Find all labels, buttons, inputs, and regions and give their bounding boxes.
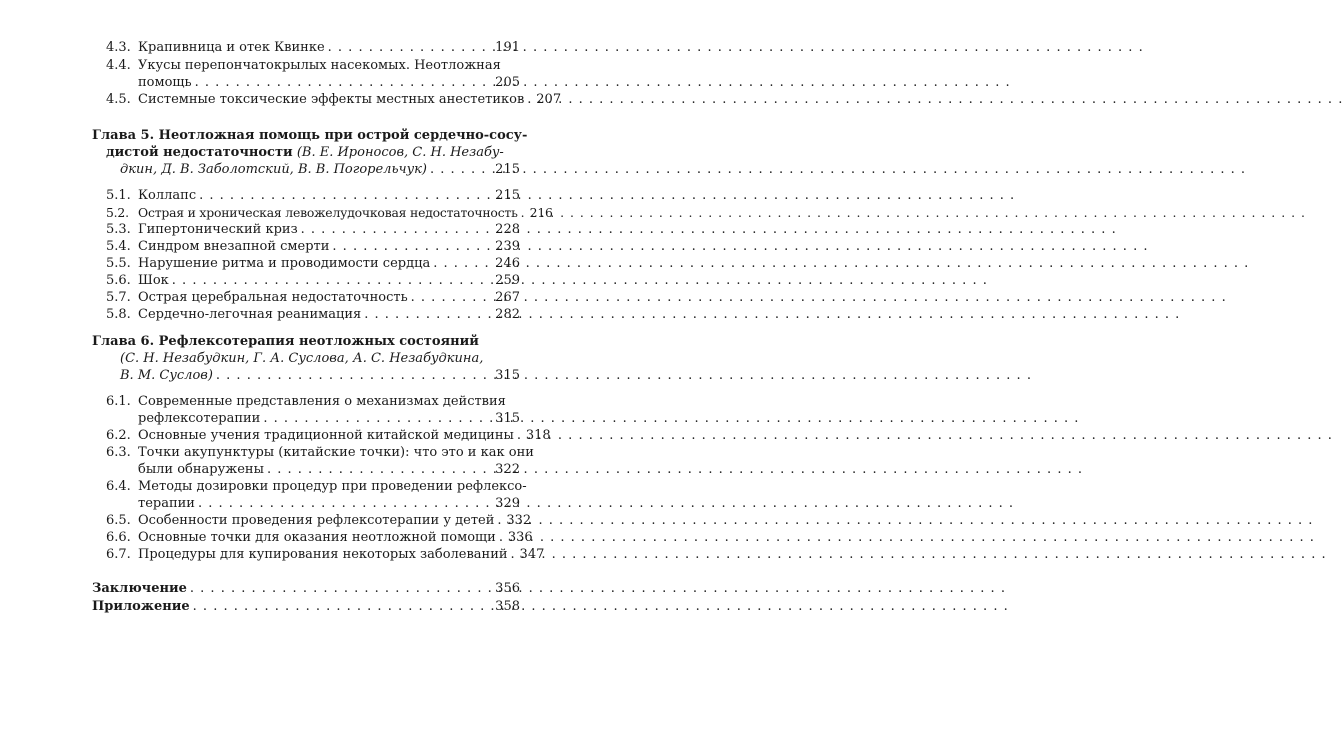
entry-title: Сердечно-легочная реанимация [138, 307, 362, 322]
toc-entry-6-1-cont [138, 411, 520, 426]
entry-number: 6.6. [106, 530, 131, 545]
entry-number: 4.3. [106, 40, 131, 55]
entry-title-cont: терапии [138, 496, 195, 511]
toc-entry-6-3 [106, 445, 534, 460]
dot-leader [216, 368, 492, 383]
entry-title: Заключение [92, 581, 187, 596]
entry-page: 282 [495, 307, 520, 322]
entry-title: Точки акупунктуры (китайские точки): что это и как они [138, 445, 534, 460]
entry-title: Коллапс [138, 188, 197, 203]
entry-page: 239 [495, 239, 520, 254]
entry-page: 336 [507, 530, 533, 545]
entry-number: 6.7. [106, 547, 131, 562]
entry-title: Методы дозировки процедур при проведении рефлексо- [138, 479, 527, 494]
dot-leader [193, 599, 493, 614]
entry-title: Современные представления о механизмах действия [138, 394, 506, 409]
toc-entry-5-8 [106, 307, 520, 322]
entry-number: 5.2. [106, 205, 129, 220]
entry-page: 315 [495, 411, 520, 426]
entry-title: Крапивница и отек Квинке [138, 40, 325, 55]
entry-title: Гипертонический криз [138, 222, 298, 237]
chapter-title-cont: дистой недостаточности [106, 145, 293, 160]
entry-number: 5.1. [106, 188, 131, 203]
entry-title: Укусы перепончатокрылых насекомых. Неотложная [138, 58, 501, 73]
entry-number: 6.3. [106, 445, 131, 460]
entry-number: 6.4. [106, 479, 131, 494]
toc-entry-conclusion [92, 581, 520, 596]
entry-title: Нарушение ритма и проводимости сердца [138, 256, 431, 271]
chapter-authors: (С. Н. Незабудкин, Г. А. Суслова, А. С. Незабудкина, [120, 351, 484, 366]
dot-leader [433, 256, 492, 271]
dot-leader [332, 239, 492, 254]
toc-entry-appendix [92, 599, 520, 614]
entry-page: 205 [495, 75, 520, 90]
dot-leader [511, 547, 517, 562]
dot-leader [430, 162, 492, 177]
entry-title: Основные учения традиционной китайской медицины [138, 428, 514, 443]
chapter-6-authors [120, 351, 483, 366]
entry-title: Острая и хроническая левожелудочковая недостаточность [138, 205, 518, 220]
chapter-title: Неотложная помощь при острой сердечно-сосу- [158, 128, 528, 143]
toc-entry-4-3 [106, 40, 520, 55]
entry-page: 228 [495, 222, 520, 237]
entry-title: Приложение [92, 599, 190, 614]
entry-number: 6.5. [106, 513, 131, 528]
entry-title: Системные токсические эффекты местных анестетиков [138, 92, 525, 107]
chapter-6-heading [92, 334, 479, 349]
entry-number: 6.2. [106, 428, 131, 443]
dot-leader [499, 530, 505, 545]
toc-entry-6-5 [106, 513, 532, 528]
entry-page: 216 [529, 205, 553, 220]
chapter-label: Глава 5. [92, 128, 155, 143]
toc-entry-5-2 [106, 205, 553, 220]
dot-leader [199, 188, 492, 203]
toc-entry-6-6 [106, 530, 533, 545]
dot-leader [497, 513, 503, 528]
entry-title: Основные точки для оказания неотложной помощи [138, 530, 496, 545]
entry-page: 358 [495, 599, 520, 614]
toc-entry-6-4-cont [138, 496, 520, 511]
dot-leader [198, 496, 492, 511]
toc-entry-4-4-cont [138, 75, 520, 90]
entry-title-cont: рефлексотерапии [138, 411, 261, 426]
entry-page: 207 [536, 92, 562, 107]
entry-number: 5.3. [106, 222, 131, 237]
entry-number: 5.4. [106, 239, 131, 254]
entry-number: 6.1. [106, 394, 131, 409]
toc-entry-6-7 [106, 547, 545, 562]
toc-entry-5-6 [106, 273, 520, 288]
chapter-5-heading-cont [106, 145, 504, 160]
chapter-6-authors-line [120, 368, 520, 383]
entry-title: Шок [138, 273, 169, 288]
toc-entry-6-2 [106, 428, 551, 443]
entry-title: Синдром внезапной смерти [138, 239, 330, 254]
entry-number: 4.5. [106, 92, 131, 107]
entry-page: 356 [495, 581, 520, 596]
dot-leader [527, 92, 533, 107]
toc-entry-4-4 [106, 58, 520, 73]
toc-entry-6-4 [106, 479, 527, 494]
entry-number: 5.6. [106, 273, 131, 288]
toc-entry-4-5 [106, 92, 562, 107]
toc-entry-5-5 [106, 256, 520, 271]
dot-leader [263, 411, 492, 426]
toc-entry-6-3-cont [138, 462, 520, 477]
entry-page: 215 [495, 188, 520, 203]
entry-title-cont: помощь [138, 75, 192, 90]
entry-page: 329 [495, 496, 520, 511]
chapter-authors-cont: дкин, Д. В. Заболотский, В. В. Погорельчук) [120, 162, 427, 177]
entry-page: 347 [519, 547, 545, 562]
dot-leader [364, 307, 492, 322]
entry-page: 246 [495, 256, 520, 271]
chapter-5-heading [92, 128, 527, 143]
entry-number: 5.5. [106, 256, 131, 271]
dot-leader [411, 290, 493, 305]
chapter-page: 315 [495, 368, 520, 383]
entry-page: 322 [495, 462, 520, 477]
entry-number: 4.4. [106, 58, 131, 73]
dot-leader [328, 40, 493, 55]
dot-leader [521, 205, 527, 220]
chapter-title: Рефлексотерапия неотложных состояний [158, 334, 479, 349]
chapter-5-authors-line [120, 162, 520, 177]
chapter-label: Глава 6. [92, 334, 155, 349]
entry-page: 318 [525, 428, 551, 443]
entry-page: 267 [495, 290, 520, 305]
dot-leader [190, 581, 492, 596]
entry-title: Особенности проведения рефлексотерапии у детей [138, 513, 495, 528]
chapter-page: 215 [495, 162, 520, 177]
dot-leader [195, 75, 493, 90]
entry-number: 5.8. [106, 307, 131, 322]
toc-entry-5-1 [106, 188, 520, 203]
entry-title-cont: были обнаружены [138, 462, 264, 477]
dot-leader [517, 428, 523, 443]
entry-page: 259 [495, 273, 520, 288]
chapter-authors: (В. Е. Ироносов, С. Н. Незабу- [296, 145, 504, 160]
toc-entry-5-4 [106, 239, 520, 254]
entry-title: Процедуры для купирования некоторых заболеваний [138, 547, 508, 562]
entry-page: 191 [495, 40, 520, 55]
toc-entry-6-1 [106, 394, 520, 409]
entry-number: 5.7. [106, 290, 131, 305]
toc-entry-5-3 [106, 222, 520, 237]
toc-entry-5-7 [106, 290, 520, 305]
dot-leader [172, 273, 492, 288]
dot-leader [301, 222, 493, 237]
entry-title: Острая церебральная недостаточность [138, 290, 408, 305]
toc-page [0, 0, 600, 750]
dot-leader [267, 462, 492, 477]
entry-page: 332 [506, 513, 532, 528]
chapter-authors-cont: В. М. Суслов) [120, 368, 213, 383]
